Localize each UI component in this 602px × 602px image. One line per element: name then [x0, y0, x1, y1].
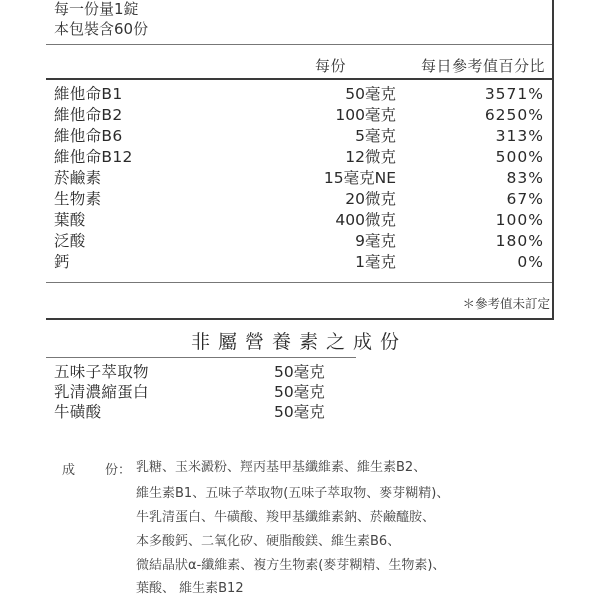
nutrient-row [54, 231, 546, 251]
nutrient-percent: 313% [495, 127, 544, 145]
nutrient-name: 維他命B6 [54, 127, 123, 145]
servings-per-package: 本包裝含60份 [54, 20, 149, 38]
nutrient-amount: 100毫克 [335, 106, 396, 124]
nutrient-amount: 9毫克 [355, 232, 396, 250]
nutrient-amount: 12微克 [345, 148, 396, 166]
nutrient-amount: 400微克 [335, 211, 396, 229]
nutrient-name: 維他命B1 [54, 85, 123, 103]
divider [46, 44, 552, 45]
ingredients-line: 乳糖、玉米澱粉、羥丙基甲基纖維素、維生素B2、 [136, 460, 427, 475]
ingredient-amount: 50毫克 [274, 403, 325, 421]
ingredient-name: 乳清濃縮蛋白 [54, 383, 149, 401]
per-serving-header: 每份 [314, 57, 346, 75]
non-nutrient-row [54, 362, 354, 382]
nutrient-percent: 180% [495, 232, 544, 250]
ingredient-name: 牛磺酸 [54, 403, 102, 421]
nutrient-amount: 1毫克 [355, 253, 396, 271]
ingredients-line: 葉酸、 維生素B12 [136, 581, 244, 596]
nutrient-row [54, 147, 546, 167]
nutrient-name: 菸鹼素 [54, 169, 102, 187]
daily-value-header: 每日參考值百分比 [420, 57, 545, 75]
nutrient-row [54, 105, 546, 125]
non-nutrient-row [54, 382, 354, 402]
header-divider [46, 78, 552, 80]
nutrient-name: 葉酸 [54, 211, 86, 229]
nutrient-amount: 5毫克 [355, 127, 396, 145]
nutrient-row [54, 168, 546, 188]
table-bottom-divider [46, 282, 552, 283]
ingredients-line: 維生素B1、五味子萃取物(五味子萃取物、麥芽糊精)、 [136, 486, 450, 501]
nutrient-amount: 50毫克 [345, 85, 396, 103]
nutrient-name: 泛酸 [54, 232, 86, 250]
non-nutrient-section-title: 非屬營養素之成份 [190, 331, 407, 353]
section-divider [46, 357, 356, 358]
nutrient-row [54, 210, 546, 230]
ingredient-name: 五味子萃取物 [54, 363, 149, 381]
nutrient-name: 鈣 [54, 253, 70, 271]
non-nutrient-row [54, 402, 354, 422]
nutrient-percent: 83% [506, 169, 544, 187]
ingredients-line: 微結晶狀α-纖維素、複方生物素(麥芽糊精、生物素)、 [136, 558, 446, 573]
nutrient-row [54, 252, 546, 272]
nutrient-percent: 100% [495, 211, 544, 229]
nutrient-percent: 0% [517, 253, 544, 271]
ingredient-amount: 50毫克 [274, 383, 325, 401]
footnote: ＊參考值未訂定 [462, 296, 550, 311]
ingredients-label-part1: 成 [62, 463, 76, 478]
nutrient-row [54, 189, 546, 209]
ingredients-label [62, 459, 131, 478]
ingredients-line: 本多酸鈣、二氧化矽、硬脂酸鎂、維生素B6、 [136, 534, 401, 549]
nutrient-row [54, 126, 546, 146]
nutrient-amount: 15毫克NE [323, 169, 396, 187]
ingredient-amount: 50毫克 [274, 363, 325, 381]
ingredients-label-part2: 份： [105, 463, 132, 478]
nutrient-name: 生物素 [54, 190, 102, 208]
serving-size: 每一份量1錠 [54, 0, 139, 18]
nutrient-percent: 500% [495, 148, 544, 166]
nutrient-percent: 67% [506, 190, 544, 208]
nutrient-name: 維他命B12 [54, 148, 133, 166]
nutrient-name: 維他命B2 [54, 106, 123, 124]
nutrient-percent: 3571% [484, 85, 544, 103]
ingredients-line: 牛乳清蛋白、牛磺酸、羧甲基纖維素鈉、菸鹼醯胺、 [136, 510, 436, 525]
nutrient-amount: 20微克 [345, 190, 396, 208]
nutrient-percent: 6250% [484, 106, 544, 124]
nutrient-row [54, 84, 546, 104]
